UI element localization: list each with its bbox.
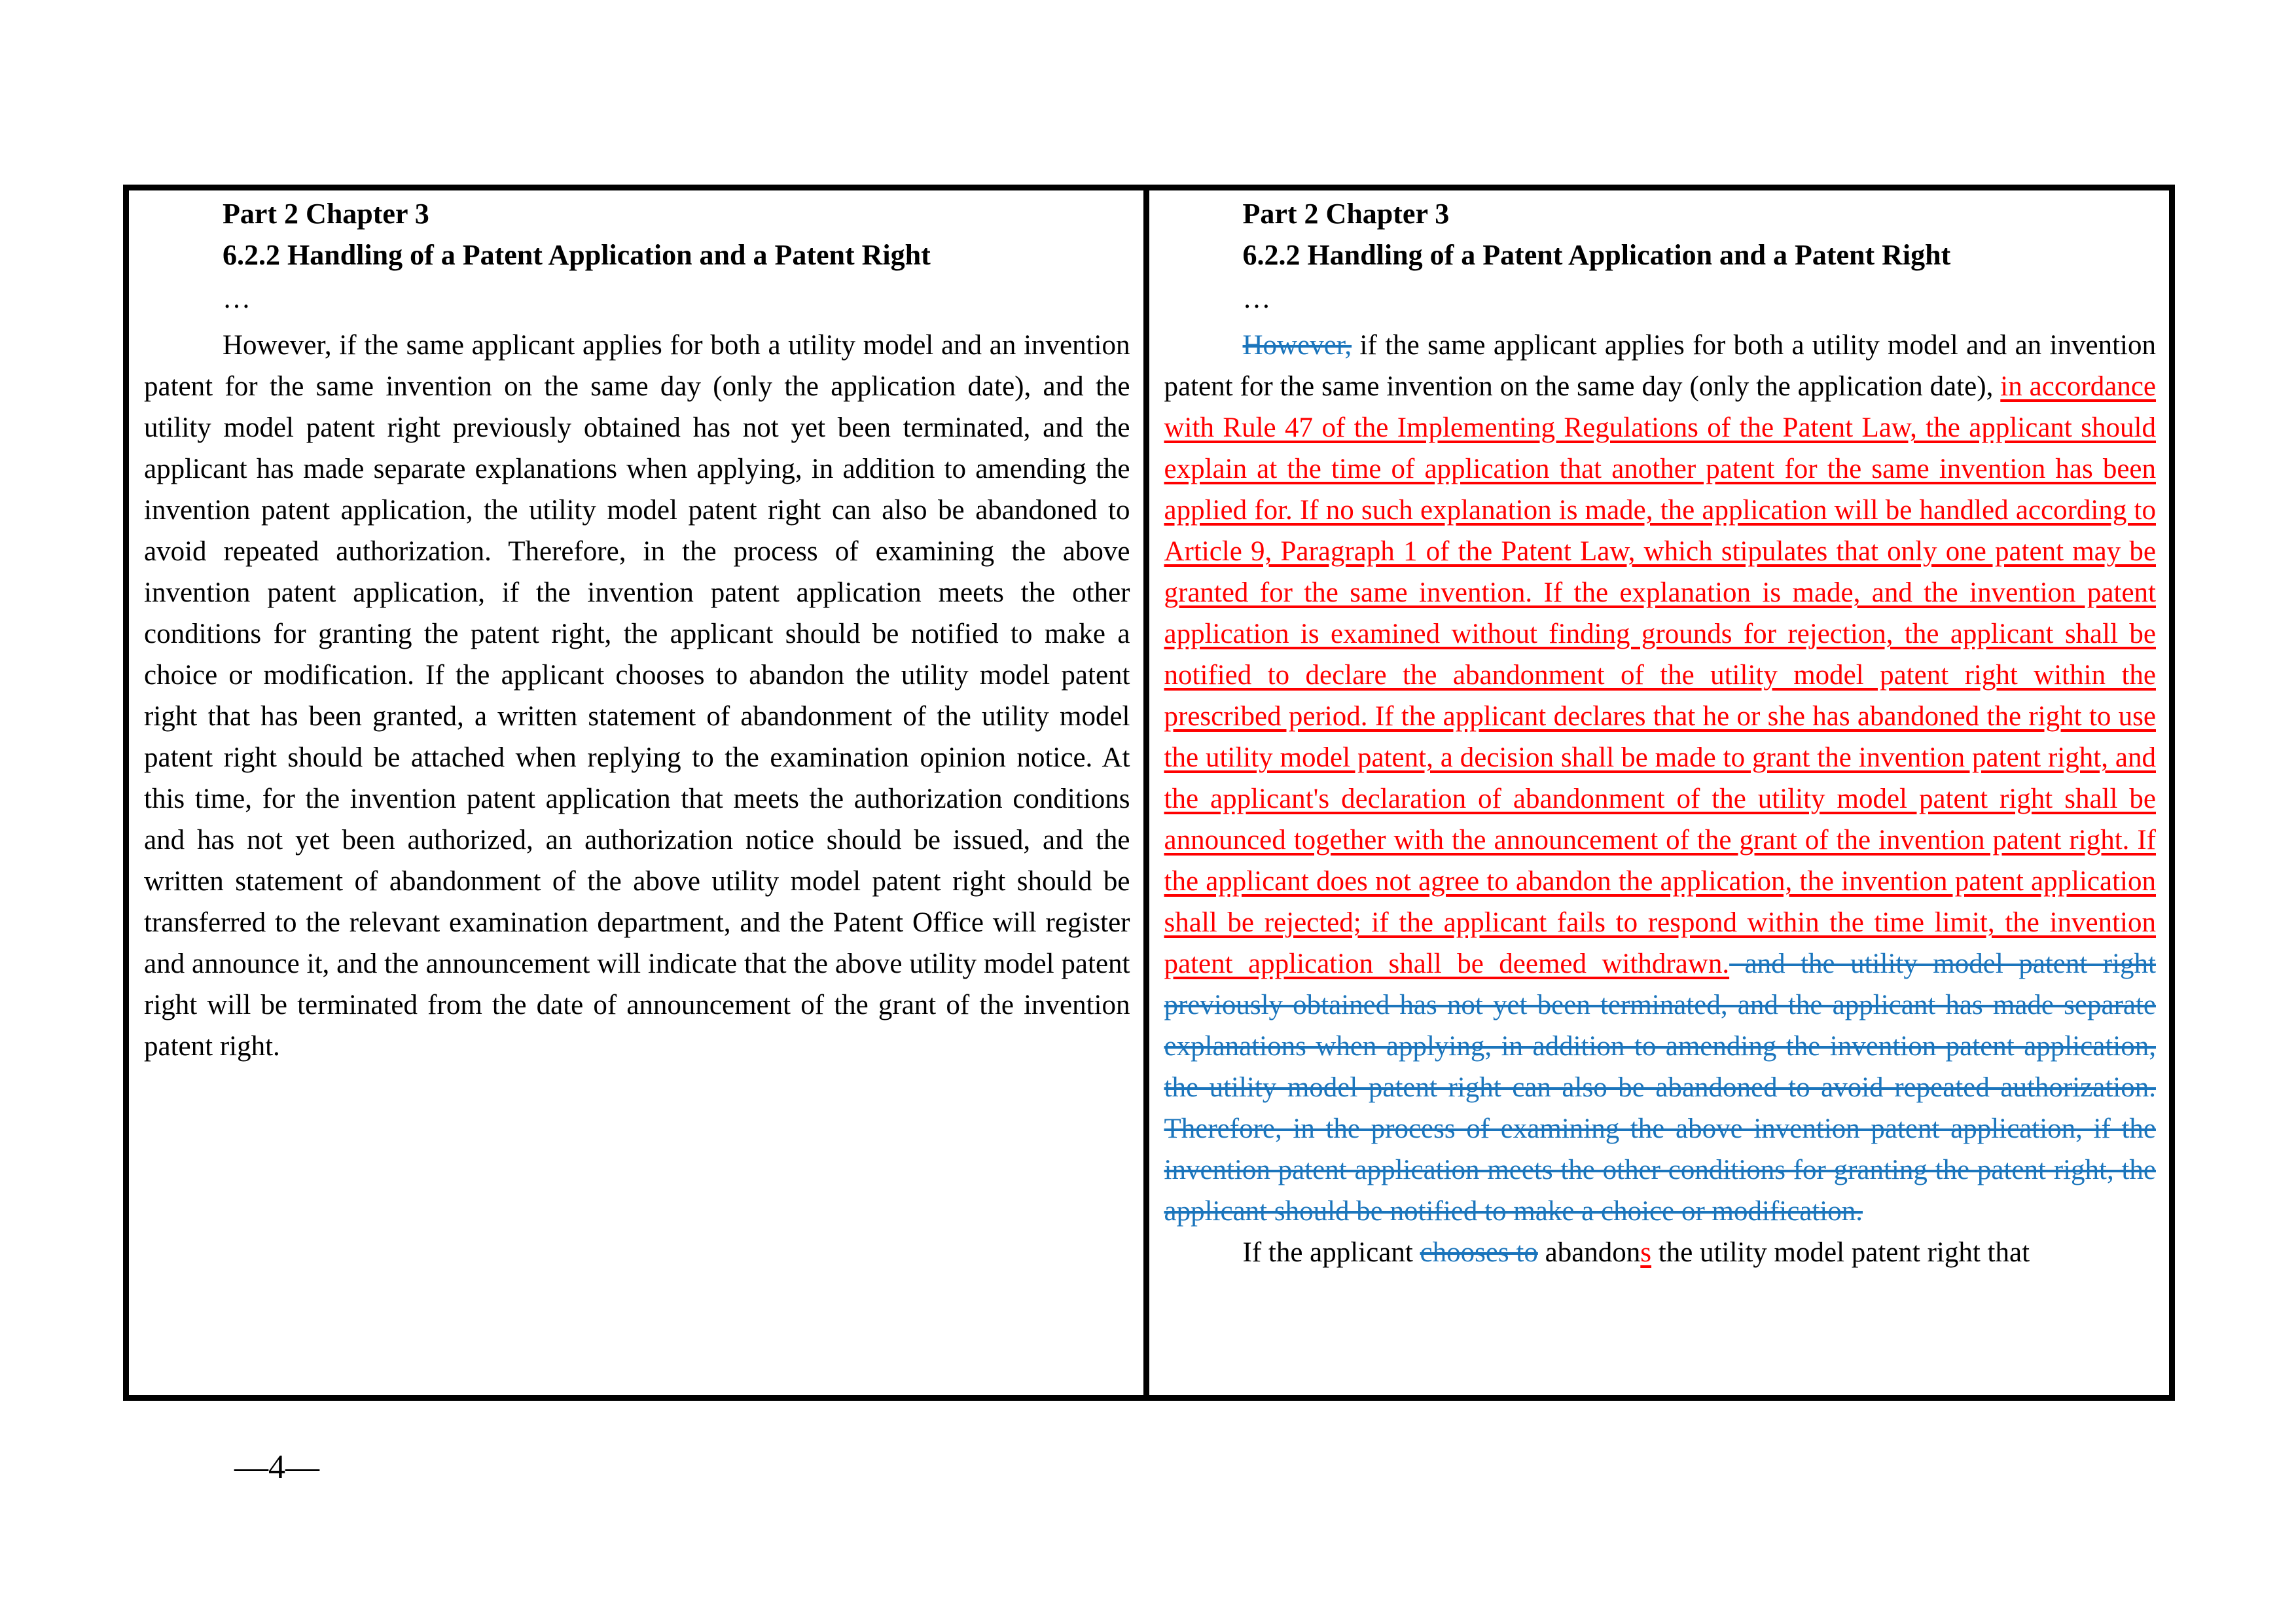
text-segment: abandon [1537,1237,1641,1268]
revised-paragraph-continuation [1164,1232,2157,1273]
section-heading: 6.2.2 Handling of a Patent Application and a Patent Right [1242,239,1951,271]
ellipsis-placeholder: … [223,283,251,314]
deleted-text-segment: However, [1242,330,1352,361]
inserted-text-segment: s [1640,1237,1652,1268]
text-segment: If the applicant [1242,1237,1420,1268]
original-text-column [129,190,1149,1395]
revision-comparison-table [123,185,2175,1401]
revised-paragraph-tracked-changes [1164,325,2157,1232]
ellipsis-placeholder: … [1242,283,1271,314]
chapter-heading: Part 2 Chapter 3 [223,198,429,230]
original-paragraph [144,325,1130,1067]
text-segment: However, if the same applicant applies for both a utility model and an invention patent for the same invention on the same day (only the application date), and the utility model patent right previously obtained has not yet been terminated, and the applicant has made separate explanations when applying, in addition to amending the invention patent application, the utility model patent right can also be abandoned to avoid repeated authorization. Therefore, in the process of examining the above invention patent application, if the invention patent application meets the other conditions for granting the patent right, the applicant should be notified to make a choice or modification. If the applicant chooses to abandon the utility model patent right that has been granted, a written statement of abandonment of the utility model patent right should be attached when replying to the examination opinion notice. At this time, for the invention patent application that meets the authorization conditions and has not yet been authorized, an authorization notice should be issued, and the written statement of abandonment of the above utility model patent right should be transferred to the relevant examination department, and the Patent Office will register and announce it, and the announcement will indicate that the above utility model patent right will be terminated from the date of announcement of the grant of the invention patent right. [144,330,1130,1062]
text-segment: the utility model patent right that [1651,1237,2030,1268]
inserted-text-segment: in accordance with Rule 47 of the Implementing Regulations of the Patent Law, the applicant should explain at the time of application that another patent for the same invention has been applied for. If no such explanation is made, the application will be handled according to Article 9, Paragraph 1 of the Patent Law, which stipulates that only one patent may be granted for the same invention. If the explanation is made, and the invention patent application is examined without finding grounds for rejection, the applicant shall be notified to declare the abandonment of the utility model patent right within the prescribed period. If the applicant declares that he or she has abandoned the right to use the utility model patent, a decision shall be made to grant the invention patent right, and the applicant's declaration of abandonment of the utility model patent right shall be announced together with the announcement of the grant of the invention patent right. If the applicant does not agree to abandon the application, the invention patent application shall be rejected; if the applicant fails to respond within the time limit, the invention patent application shall be deemed withdrawn. [1164,371,2157,979]
deleted-text-segment: and the utility model patent right previously obtained has not yet been terminated, and the applicant has made separate explanations when applying, in addition to amending the invention patent application, the utility model patent right can also be abandoned to avoid repeated authorization. Therefore, in the process of examining the above invention patent application, if the invention patent application meets the other conditions for granting the patent right, the applicant should be notified to make a choice or modification. [1164,948,2156,1227]
text-segment: if the same applicant applies for both a utility model and an invention patent for the same invention on the same day (only the application date), [1164,330,2156,402]
section-heading: 6.2.2 Handling of a Patent Application and a Patent Right [223,239,931,271]
revised-text-column [1149,190,2170,1395]
deleted-text-segment: chooses to [1420,1237,1538,1268]
chapter-heading: Part 2 Chapter 3 [1242,198,1450,230]
page-number: —4— [234,1449,319,1486]
